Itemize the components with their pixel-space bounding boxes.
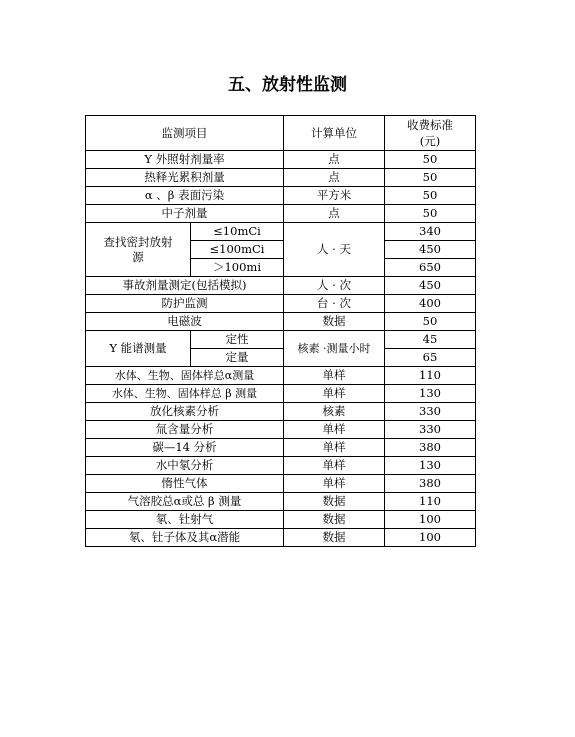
row-item: 电磁波 [86,313,284,331]
header-item: 监测项目 [86,116,284,151]
row-item: 中子剂量 [86,205,284,223]
table-row [86,151,476,169]
row-fee: 330 [385,403,476,421]
row-unit: 单样 [284,457,385,475]
row-unit: 单样 [284,385,385,403]
row-fee: 380 [385,475,476,493]
row-fee: 50 [385,169,476,187]
row-unit: 单样 [284,439,385,457]
row-fee: 50 [385,151,476,169]
row-item: 氚含量分析 [86,421,284,439]
row-fee: 450 [385,241,476,259]
sealed-source-item [86,223,191,277]
row-unit: 数据 [284,511,385,529]
sub-condition: ＞100mi [191,259,284,277]
row-fee: 400 [385,295,476,313]
row-item: 热释光累积剂量 [86,169,284,187]
sealed-source-unit: 人 · 天 [284,223,385,277]
row-fee: 50 [385,313,476,331]
table-row [86,439,476,457]
header-fee-line2: (元) [419,134,441,148]
table-row [86,493,476,511]
gamma-spectrum-item: Y 能谱测量 [86,331,191,367]
row-item: 防护监测 [86,295,284,313]
row-unit: 数据 [284,313,385,331]
row-item: 氡、钍子体及其α潜能 [86,529,284,547]
table-row [86,475,476,493]
row-fee: 130 [385,385,476,403]
row-item: 事故剂量测定(包括模拟) [86,277,284,295]
row-unit: 单样 [284,475,385,493]
row-fee: 45 [385,331,476,349]
table-row [86,385,476,403]
table-row [86,367,476,385]
sub-condition: 定量 [191,349,284,367]
table-row [86,403,476,421]
row-unit: 单样 [284,421,385,439]
row-item: 碳—14 分析 [86,439,284,457]
row-fee: 340 [385,223,476,241]
table-row [86,457,476,475]
sub-condition: ≤10mCi [191,223,284,241]
row-unit: 台 · 次 [284,295,385,313]
row-unit: 人 · 次 [284,277,385,295]
table-row [86,277,476,295]
row-item: Y 外照射剂量率 [86,151,284,169]
table-row [86,529,476,547]
table-row [86,295,476,313]
row-unit: 点 [284,205,385,223]
row-fee: 450 [385,277,476,295]
row-fee: 130 [385,457,476,475]
header-fee [385,116,476,151]
row-item: 水中氡分析 [86,457,284,475]
fee-table [85,115,476,547]
sub-condition: 定性 [191,331,284,349]
sealed-source-item-line1: 查找密封放射 [103,234,173,249]
row-item: 氡、钍射气 [86,511,284,529]
row-unit: 数据 [284,529,385,547]
table-row [86,421,476,439]
page-title: 五、放射性监测 [228,75,347,95]
row-fee: 380 [385,439,476,457]
row-fee: 330 [385,421,476,439]
row-unit: 平方米 [284,187,385,205]
table-row [86,169,476,187]
row-fee: 110 [385,493,476,511]
row-unit: 核素 [284,403,385,421]
header-unit: 计算单位 [284,116,385,151]
table-row [86,511,476,529]
row-fee: 50 [385,205,476,223]
row-fee: 65 [385,349,476,367]
row-fee: 50 [385,187,476,205]
row-fee: 100 [385,511,476,529]
row-unit: 单样 [284,367,385,385]
row-item: 水体、生物、固体样总 β 测量 [86,385,284,403]
row-item: 放化核素分析 [86,403,284,421]
sealed-source-item-line2: 源 [132,249,144,264]
row-fee: 110 [385,367,476,385]
sub-condition: ≤100mCi [191,241,284,259]
row-unit: 数据 [284,493,385,511]
row-item: 气溶胶总α或总 β 测量 [86,493,284,511]
table-row [86,205,476,223]
row-fee: 650 [385,259,476,277]
row-fee: 100 [385,529,476,547]
row-item: 水体、生物、固体样总α测量 [86,367,284,385]
row-item: α 、β 表面污染 [86,187,284,205]
row-item: 惰性气体 [86,475,284,493]
table-row [86,223,476,241]
table-row [86,331,476,349]
row-unit: 点 [284,151,385,169]
header-fee-line1: 收费标准 [407,118,453,132]
gamma-spectrum-unit: 核素 ·测量小时 [284,331,385,367]
table-header-row [86,116,476,151]
table-row [86,187,476,205]
row-unit: 点 [284,169,385,187]
table-row [86,313,476,331]
